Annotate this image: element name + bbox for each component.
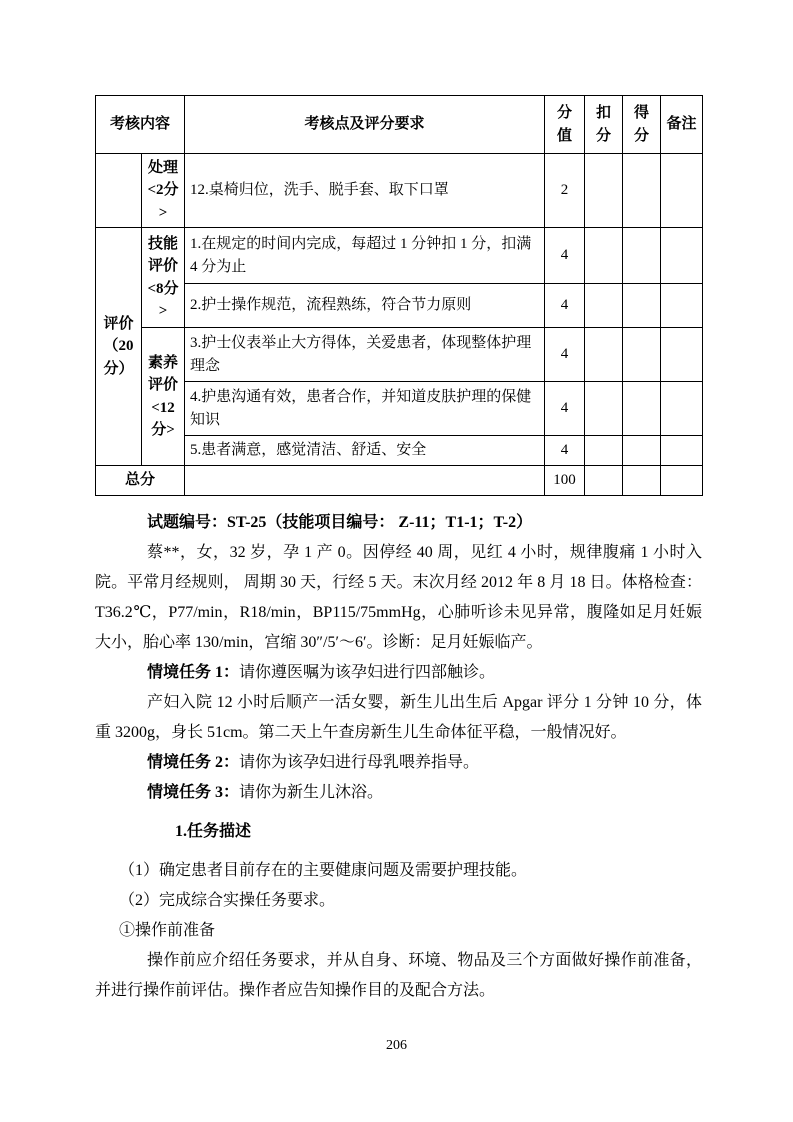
empty-cell <box>623 228 661 284</box>
task-item-3: ①操作前准备 <box>119 922 216 939</box>
assessment-table <box>95 95 703 496</box>
task3-label: 情境任务 3： <box>147 784 240 801</box>
empty-cell <box>661 228 703 284</box>
empty-cell <box>623 436 661 466</box>
empty-cell <box>661 154 703 228</box>
sub-label-skill: 技能评价<8分> <box>142 228 185 328</box>
empty-cell <box>623 284 661 328</box>
empty-cell <box>185 466 545 496</box>
item-text: 2.护士操作规范，流程熟练，符合节力原则 <box>185 284 545 328</box>
item-text: 12.桌椅归位，洗手、脱手套、取下口罩 <box>185 154 545 228</box>
item-text: 5.患者满意，感觉清洁、舒适、安全 <box>185 436 545 466</box>
table-row-item <box>96 382 703 436</box>
item-score: 4 <box>545 328 585 382</box>
empty-cell <box>585 466 623 496</box>
task3-line <box>95 778 702 808</box>
page-content <box>95 95 702 1006</box>
header-score-value: 分值 <box>545 96 585 154</box>
item-score: 4 <box>545 284 585 328</box>
birth-paragraph: 产妇入院 12 小时后顺产一活女婴，新生儿出生后 Apgar 评分 1 分钟 10 分，体重 3200g，身长 51cm。第二天上午查房新生儿生命体征平稳，一般情况好。 <box>95 694 702 741</box>
section-title-task-description: 1.任务描述 <box>175 823 252 840</box>
empty-cell <box>585 436 623 466</box>
sub-label-quality: 素养评价<12分> <box>142 328 185 466</box>
sub-label-handling: 处理<2分> <box>142 154 185 228</box>
task1-text: 请你遵医嘱为该孕妇进行四部触诊。 <box>239 664 496 681</box>
header-gained-score: 得分 <box>623 96 661 154</box>
table-header-row <box>96 96 703 154</box>
empty-cell <box>585 328 623 382</box>
case-paragraph: 蔡**，女，32 岁，孕 1 产 0。因停经 40 周，见红 4 小时，规律腹痛 1 小时入院。平常月经规则， 周期 30 天，行经 5 天。末次月经 2012 年 8 月 18 日。体格检查：T36.2℃，P77/min，R18/min，BP115/75mmHg，心肺听诊未见异常，腹隆如足月妊娠大小，胎心率 130/min，宫缩 30″/5′～6′。诊断：足月妊娠临产。 <box>95 544 702 651</box>
task2-line <box>95 748 702 778</box>
empty-cell <box>623 154 661 228</box>
empty-cell <box>585 284 623 328</box>
empty-cell <box>96 154 142 228</box>
section-label-evaluation: 评价（20分） <box>96 228 142 466</box>
total-score: 100 <box>545 466 585 496</box>
empty-cell <box>623 466 661 496</box>
empty-cell <box>623 382 661 436</box>
empty-cell <box>661 466 703 496</box>
task-item-1: （1）确定患者目前存在的主要健康问题及需要护理技能。 <box>119 862 528 879</box>
table-row-item <box>96 328 703 382</box>
table-row-handling <box>96 154 703 228</box>
exam-number-line: 试题编号：ST-25（技能项目编号： Z-11；T1-1；T-2） <box>147 514 533 531</box>
empty-cell <box>623 328 661 382</box>
task-item-2: （2）完成综合实操任务要求。 <box>119 892 336 909</box>
header-remarks: 备注 <box>661 96 703 154</box>
table-row-item <box>96 436 703 466</box>
task3-text: 请你为新生儿沐浴。 <box>239 784 384 801</box>
task2-text: 请你为该孕妇进行母乳喂养指导。 <box>239 754 480 771</box>
empty-cell <box>661 436 703 466</box>
empty-cell <box>661 284 703 328</box>
item-text: 4.护患沟通有效，患者合作，并知道皮肤护理的保健知识 <box>185 382 545 436</box>
item-score: 4 <box>545 228 585 284</box>
document-body <box>95 508 702 1006</box>
task1-label: 情境任务 1： <box>147 664 240 681</box>
page-number: 206 <box>386 1038 407 1053</box>
empty-cell <box>585 154 623 228</box>
total-label: 总分 <box>96 466 185 496</box>
empty-cell <box>585 228 623 284</box>
item-text: 3.护士仪表举止大方得体，关爱患者，体现整体护理理念 <box>185 328 545 382</box>
header-assessment-content: 考核内容 <box>96 96 185 154</box>
task2-label: 情境任务 2： <box>147 754 240 771</box>
item-score: 2 <box>545 154 585 228</box>
empty-cell <box>661 382 703 436</box>
table-row-item <box>96 228 703 284</box>
task1-line <box>95 658 702 688</box>
item-score: 4 <box>545 436 585 466</box>
empty-cell <box>661 328 703 382</box>
table-row-item <box>96 284 703 328</box>
header-deduction: 扣分 <box>585 96 623 154</box>
empty-cell <box>585 382 623 436</box>
prep-paragraph: 操作前应介绍任务要求，并从自身、环境、物品及三个方面做好操作前准备，并进行操作前评估。操作者应告知操作目的及配合方法。 <box>95 952 702 999</box>
table-row-total <box>96 466 703 496</box>
item-text: 1.在规定的时间内完成，每超过 1 分钟扣 1 分，扣满 4 分为止 <box>185 228 545 284</box>
header-points-requirements: 考核点及评分要求 <box>185 96 545 154</box>
item-score: 4 <box>545 382 585 436</box>
